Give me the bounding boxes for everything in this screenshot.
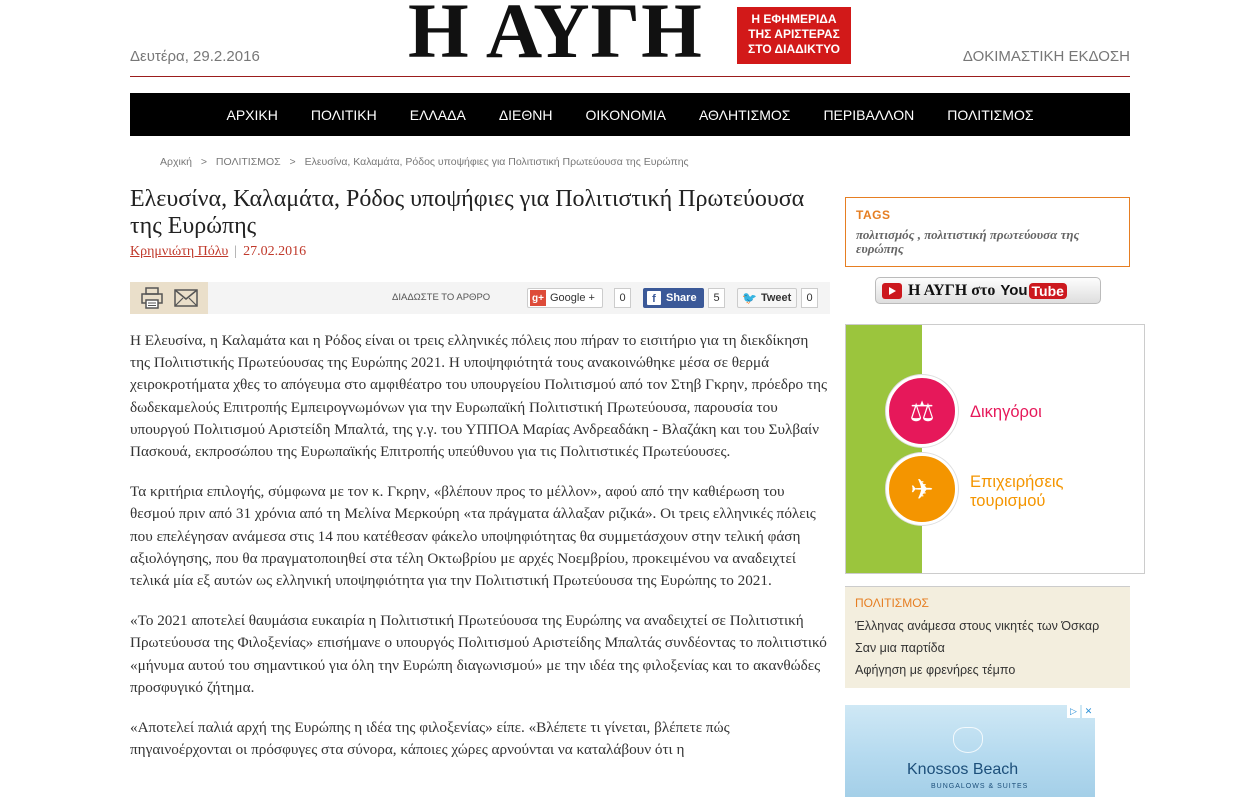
article-byline (130, 244, 306, 260)
tags-list[interactable]: πολιτισμός , πολιτιστική πρωτεύουσα της ευρώπης (856, 227, 1080, 256)
email-icon[interactable] (174, 289, 198, 307)
hotel-ad[interactable] (845, 705, 1095, 797)
article-paragraph: «Το 2021 αποτελεί θαυμάσια ευκαιρία η Πολιτιστική Πρωτεύουσα της Ευρώπης να αναδειχτεί σε Πολιτιστική Πρωτεύουσα της Φιλοξενίας» επισήμανε ο υπουργός Πολιτισμού Αριστείδης Μπαλτάς συνδέοντας το πολιτιστικό «μήνυμα αυτού του σημαντικού για όλη την Ευρώπη διαγωνισμού» με την ιδέα της φιλοξενίας και το ακανθώδες προσφυγικό ζήτημα. (130, 612, 827, 696)
breadcrumb (160, 156, 689, 168)
nav-item-economy[interactable]: ΟΙΚΟΝΟΜΙΑ (585, 106, 666, 123)
tweet-count: 0 (801, 288, 818, 308)
ad-close-icon[interactable]: ✕ (1082, 705, 1095, 718)
facebook-share-count: 5 (708, 288, 725, 308)
breadcrumb-separator: > (289, 156, 296, 168)
ad-choices[interactable] (1067, 705, 1095, 719)
ad-item-lawyers: Δικηγόροι (970, 403, 1042, 421)
article-body (130, 330, 830, 779)
hotel-ad-subtitle: BUNGALOWS & SUITES (931, 783, 1029, 790)
article-title: Ελευσίνα, Καλαμάτα, Ρόδος υποψήφιες για Πολιτιστική Πρωτεύουσα της Ευρώπης (130, 186, 805, 239)
logo-badge-line: ΣΤΟ ΔΙΑΔΙΚΤΥΟ (748, 42, 840, 56)
header-divider (130, 76, 1130, 77)
ad-green-stripe (846, 325, 922, 574)
youtube-logo-you: You (1000, 282, 1028, 299)
nav-item-world[interactable]: ΔΙΕΘΝΗ (498, 106, 553, 123)
logo-badge-line: ΤΗΣ ΑΡΙΣΤΕΡΑΣ (748, 27, 840, 41)
hotel-logo-icon (953, 727, 983, 753)
article-paragraph: Η Ελευσίνα, η Καλαμάτα και η Ρόδος είναι οι τρεις ελληνικές πόλεις που πήραν το εισιτήριο για τη διεκδίκηση της Πολιτιστικής Πρωτεύουσας της Ευρώπης 2021. Η υποψηφιότητά τους ανακοινώθηκε μέσα σε θερμά χειροκροτήματα χθες το απόγευμα στο αμφιθέατρο του υπουργείου Πολιτισμού από τον Στηβ Γκρην, πρόεδρο της δωδεκαμελούς Επιτροπής Εμπειρογνωμόνων για την Ευρωπαϊκή Πολιτιστική Πρωτεύουσα, παρουσία του υπουργού Πολιτισμού Αριστείδη Μπαλτά, της γ.γ. του ΥΠΠΟΑ Μαρίας Ανδρεαδάκη - Βλαζάκη και του Συλβαίν Πασκουά, εκπροσώπου της Ευρωπαϊκής Επιτροπής υπεύθυνου για τις Πολιτιστικές Πρωτεύουσες. (130, 332, 827, 461)
google-plus-count: 0 (614, 288, 631, 308)
nav-item-environment[interactable]: ΠΕΡΙΒΑΛΛΟΝ (823, 106, 915, 123)
nav-item-sports[interactable]: ΑΘΛΗΤΙΣΜΟΣ (698, 106, 791, 123)
twitter-bird-icon: 🐦 (742, 291, 757, 305)
nav-item-greece[interactable]: ΕΛΛΑΔΑ (409, 106, 466, 123)
current-date: Δευτέρα, 29.2.2016 (130, 48, 260, 65)
google-plus-button[interactable] (527, 288, 603, 308)
facebook-share-label: Share (666, 292, 697, 304)
ad-info-icon[interactable]: ▷ (1067, 705, 1080, 718)
breadcrumb-current: Ελευσίνα, Καλαμάτα, Ρόδος υποψήφιες για Πολιτιστική Πρωτεύουσα της Ευρώπης (304, 156, 689, 168)
google-plus-icon: g+ (530, 290, 546, 306)
tags-title: TAGS (856, 208, 891, 222)
tourism-icon: ✈ (886, 453, 958, 525)
article-date: 27.02.2016 (243, 244, 307, 259)
share-label: ΔΙΑΔΩΣΤΕ ΤΟ ΑΡΘΡΟ (392, 292, 491, 303)
print-icon[interactable] (140, 287, 164, 309)
google-plus-label: Google + (550, 292, 595, 304)
edition-label: ΔΟΚΙΜΑΣΤΙΚΗ ΕΚΔΟΣΗ (962, 48, 1130, 65)
breadcrumb-home[interactable]: Αρχική (160, 156, 192, 168)
nav-item-politics[interactable]: ΠΟΛΙΤΙΚΗ (310, 106, 377, 123)
breadcrumb-section[interactable]: ΠΟΛΙΤΙΣΜΟΣ (215, 156, 281, 168)
article-paragraph: Τα κριτήρια επιλογής, σύμφωνα με τον κ. Γκρην, «βλέπουν προς το μέλλον», αφού από την καθιέρωση του θεσμού πριν από 31 χρόνια από τη Μελίνα Μερκούρη «τα πράγματα άλλαξαν ριζικά». Οι τρεις ελληνικές πόλεις που επελέγησαν ανάμεσα στις 14 που κατέθεσαν φάκελο υποψηφιότητας θα συμμετάσχουν στην τελική φάση αξιολόγησης, που θα πραγματοποιηθεί στα τέλη Οκτωβρίου με αρχές Νοεμβρίου, προκειμένου να αναδειχτεί τελικά μία εξ αυτών ως ελληνική υποψηφιότητα για την Πολιτιστική Πρωτεύουσα της Ευρώπης το 2021. (130, 483, 816, 590)
tweet-label: Tweet (760, 292, 792, 304)
logo-badge[interactable] (737, 7, 851, 64)
ad-banner[interactable] (845, 324, 1145, 574)
related-article-link[interactable]: Έλληνας ανάμεσα στους νικητές των Όσκαρ (855, 619, 1100, 633)
youtube-banner[interactable] (875, 277, 1101, 304)
related-article-link[interactable]: Σαν μια παρτίδα (855, 641, 945, 655)
byline-separator: | (234, 244, 238, 259)
site-logo[interactable]: Η ΑΥΓΗ (408, 0, 703, 74)
youtube-banner-text: Η ΑΥΓΗ στο (908, 281, 996, 299)
nav-item-home[interactable]: ΑΡΧΙΚΗ (226, 106, 278, 123)
nav-item-culture[interactable]: ΠΟΛΙΤΙΣΜΟΣ (947, 106, 1034, 123)
youtube-play-icon (882, 283, 902, 299)
breadcrumb-separator: > (200, 156, 207, 168)
logo-badge-line: Η ΕΦΗΜΕΡΙΔΑ (751, 12, 837, 26)
facebook-icon: f (647, 291, 661, 305)
author-link[interactable]: Κρημνιώτη Πόλυ (130, 244, 229, 259)
share-bar (130, 282, 830, 314)
share-tools (130, 282, 208, 314)
tweet-button[interactable] (737, 288, 797, 308)
hotel-ad-brand: Knossos Beach (907, 761, 1019, 778)
tags-box (845, 197, 1130, 267)
related-articles (845, 586, 1130, 688)
facebook-share-button[interactable] (643, 288, 704, 308)
main-nav (130, 93, 1130, 136)
scales-icon: ⚖ (886, 375, 958, 447)
related-section-title[interactable]: ΠΟΛΙΤΙΣΜΟΣ (855, 596, 929, 610)
related-article-link[interactable]: Αφήγηση με φρενήρες τέμπο (855, 663, 1016, 677)
youtube-logo-tube: Tube (1029, 283, 1067, 299)
ad-item-tourism: Επιχειρήσεις τουρισμού (970, 473, 1064, 510)
article-paragraph: «Αποτελεί παλιά αρχή της Ευρώπης η ιδέα της φιλοξενίας» είπε. «Βλέπετε τι γίνεται, βλέπετε πώς πηγαινοέρχονται οι πρόσφυγες στα σύνορα, κάποιες χώρες αρνούνται να καταλάβουν ότι η (130, 719, 730, 759)
